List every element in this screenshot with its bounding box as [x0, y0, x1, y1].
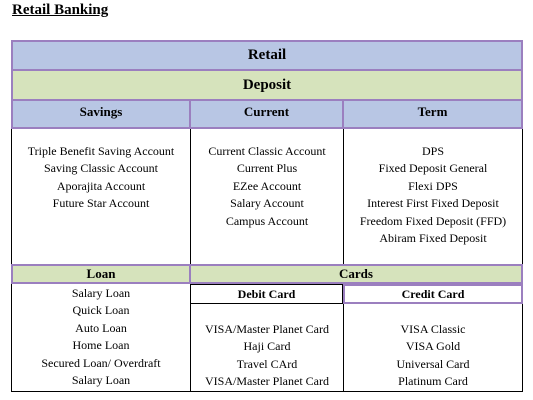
list-item: Interest First Fixed Deposit — [367, 196, 499, 211]
list-item: Current Classic Account — [208, 144, 326, 158]
loan-list — [12, 285, 190, 389]
list-item: VISA Classic — [400, 322, 466, 336]
list-item: Current Plus — [236, 161, 298, 176]
debit-card-list — [191, 321, 343, 391]
list-item: Platinum Card — [398, 374, 468, 389]
list-item: Auto Loan — [75, 320, 127, 335]
list-item: VISA Gold — [405, 339, 461, 354]
retail-label: Retail — [247, 47, 287, 63]
page-title: Retail Banking — [12, 2, 109, 18]
list-item: Salary Loan — [71, 286, 131, 300]
list-item: Quick Loan — [72, 303, 130, 318]
list-item: Fixed Deposit General — [378, 161, 488, 176]
list-item: Salary Account — [230, 196, 304, 211]
list-item: VISA/Master Planet Card — [205, 322, 329, 336]
savings-list — [12, 143, 190, 213]
loan-header: Loan — [11, 264, 191, 284]
list-item: Abiram Fixed Deposit — [379, 231, 487, 246]
list-item: Salary Loan — [71, 373, 131, 388]
list-item: Future Star Account — [52, 196, 150, 211]
deposit-header — [11, 69, 523, 101]
list-item: Flexi DPS — [408, 178, 458, 193]
term-list — [344, 143, 522, 247]
list-item: Aporajita Account — [56, 178, 146, 193]
list-item: Campus Account — [225, 213, 309, 228]
list-item: EZee Account — [232, 178, 302, 193]
term-header: Term — [342, 99, 523, 129]
list-item: VISA/Master Planet Card — [205, 374, 329, 389]
deposit-label: Deposit — [242, 77, 292, 93]
table-bottom-border — [11, 391, 523, 392]
retail-header — [11, 40, 523, 71]
list-item: Haji Card — [243, 339, 291, 354]
list-item: Secured Loan/ Overdraft — [41, 355, 161, 370]
list-item: Triple Benefit Saving Account — [27, 144, 175, 158]
cards-header: Cards — [189, 264, 523, 284]
list-item: Travel CArd — [236, 356, 298, 371]
credit-card-list — [344, 321, 522, 391]
list-item: Freedom Fixed Deposit (FFD) — [359, 213, 507, 228]
list-item: DPS — [421, 144, 444, 158]
savings-header: Savings — [11, 99, 191, 129]
list-item: Saving Classic Account — [44, 161, 158, 176]
current-list — [191, 143, 343, 230]
credit-card-header: Credit Card — [343, 284, 523, 304]
current-header: Current — [189, 99, 344, 129]
list-item: Home Loan — [72, 338, 130, 353]
list-item: Universal Card — [396, 356, 470, 371]
debit-card-header: Debit Card — [190, 284, 343, 304]
